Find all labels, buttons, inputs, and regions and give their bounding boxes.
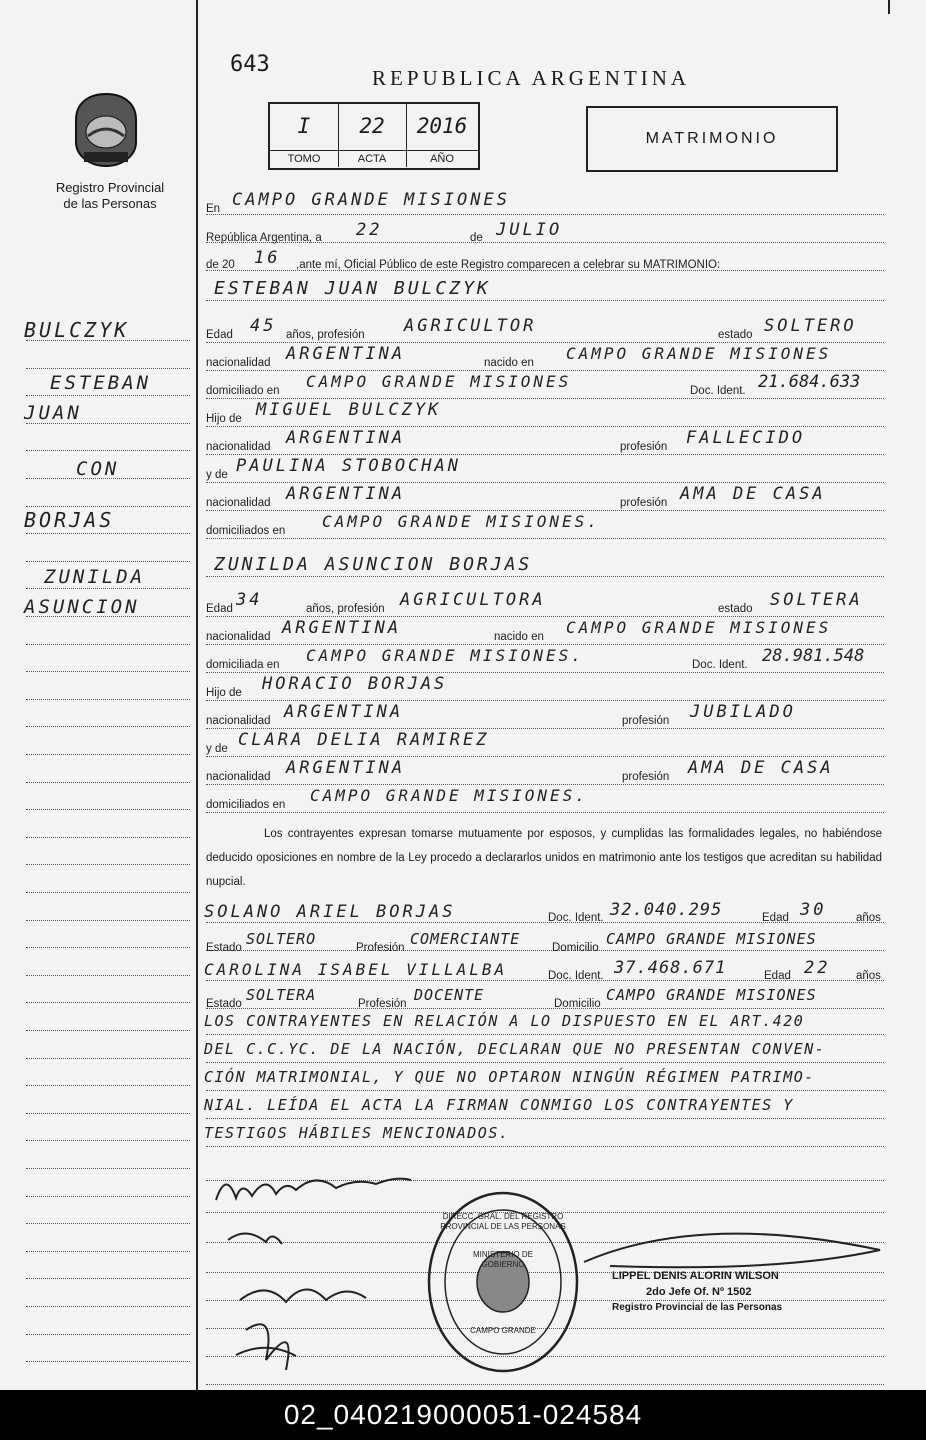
groom-address: CAMPO GRANDE MISIONES (306, 372, 572, 391)
acta-cell (338, 104, 407, 150)
margin-dotted-line (26, 754, 190, 755)
bride-address-label: domiciliada en (206, 659, 280, 671)
registry-line-1: Registro Provincial (55, 180, 165, 195)
groom-father-label: Hijo de (206, 413, 242, 425)
groom-name: ESTEBAN JUAN BULCZYK (214, 278, 491, 299)
body-dotted-line (206, 1146, 884, 1147)
bride-civil: SOLTERA (770, 590, 863, 610)
witness-2-years-label: años (856, 970, 881, 982)
ceremony-day: 22 (356, 220, 383, 240)
witness-1-address-label: Domicilio (552, 942, 599, 954)
margin-dotted-line (26, 368, 190, 369)
groom-father-nat: ARGENTINA (286, 428, 406, 448)
official-title: 2do Jefe Of. Nº 1502 (646, 1286, 752, 1298)
margin-dotted-line (26, 1002, 190, 1003)
margin-dotted-line (26, 644, 190, 645)
intro-text: ,ante mí, Oficial Público de este Registro comparecen a celebrar su MATRIMONIO: (296, 259, 721, 271)
year-prefix: de 20 (206, 259, 235, 271)
bride-mother-prof: AMA DE CASA (688, 758, 834, 778)
margin-dotted-line (26, 1168, 190, 1169)
margin-dotted-line (26, 699, 190, 700)
groom-age-label: Edad (206, 329, 233, 341)
groom-mother-nat: ARGENTINA (286, 484, 406, 504)
body-dotted-line (206, 1090, 884, 1091)
margin-dotted-line (26, 809, 190, 810)
margin-dotted-line (26, 1334, 190, 1335)
official-name: LIPPEL DENIS ALORIN WILSON (612, 1270, 779, 1282)
body-dotted-line (206, 728, 884, 729)
bride-nat-label: nacionalidad (206, 631, 271, 643)
note-line-1: LOS CONTRAYENTES EN RELACIÓN A LO DISPUESTO EN EL ART.420 (204, 1012, 805, 1030)
top-right-rule (888, 0, 890, 14)
act-type-box: MATRIMONIO (586, 106, 838, 172)
stamp-ring-text: DIRECC. GRAL. DEL REGISTRO PROVINCIAL DE LAS PERSONAS (440, 1212, 566, 1231)
bride-doc: 28.981.548 (762, 646, 865, 666)
margin-dotted-line (26, 892, 190, 893)
groom-father-prof-label: profesión (620, 441, 668, 453)
witness-2-civil-label: Estado (206, 998, 242, 1010)
bride-prof-label: años, profesión (306, 603, 385, 615)
margin-dotted-line (26, 616, 190, 617)
margin-dotted-line (26, 340, 190, 341)
margin-rule (196, 0, 198, 1390)
bride-father-nat: ARGENTINA (284, 702, 404, 722)
de-label: de (470, 232, 483, 244)
bride-civil-label: estado (718, 603, 753, 615)
margin-dotted-line (26, 506, 190, 507)
groom-mother-label: y de (206, 469, 228, 481)
witness-1-age: 30 (800, 900, 827, 920)
tomo-cell (270, 104, 339, 150)
body-dotted-line (206, 370, 884, 371)
witness-2-age-label: Edad (764, 970, 791, 982)
groom-age: 45 (250, 316, 277, 336)
body-dotted-line (206, 1008, 884, 1009)
witness-1-age-label: Edad (762, 912, 789, 924)
margin-dotted-line (26, 533, 190, 534)
groom-nationality: ARGENTINA (286, 344, 406, 364)
bride-age: 34 (236, 590, 263, 610)
anio-label: AÑO (406, 150, 478, 167)
acta-value: 22 (359, 114, 385, 138)
margin-dotted-line (26, 1058, 190, 1059)
bride-profession: AGRICULTORA (400, 590, 546, 610)
body-dotted-line (206, 756, 884, 757)
margin-names-1b: JUAN (24, 402, 82, 424)
tomo-value: I (297, 114, 311, 138)
registry-line-2: de las Personas (63, 196, 157, 211)
margin-dotted-line (26, 1196, 190, 1197)
document-code: 02_040219000051-024584 (0, 1390, 926, 1440)
registry-name (30, 180, 190, 212)
body-dotted-line (206, 616, 884, 617)
groom-civil-label: estado (718, 329, 753, 341)
groom-mother-prof: AMA DE CASA (680, 484, 826, 504)
margin-dotted-line (26, 478, 190, 479)
margin-dotted-line (26, 837, 190, 838)
witness-2-profession: DOCENTE (414, 986, 485, 1004)
margin-dotted-line (26, 947, 190, 948)
witness-1-doc: 32.040.295 (610, 900, 723, 920)
bride-father: HORACIO BORJAS (262, 674, 448, 694)
groom-father: MIGUEL BULCZYK (256, 400, 442, 420)
body-dotted-line (206, 576, 884, 577)
margin-dotted-line (26, 782, 190, 783)
body-dotted-line (206, 426, 884, 427)
body-dotted-line (206, 1118, 884, 1119)
margin-names-1a: ESTEBAN (50, 372, 152, 394)
witness-2-prof-label: Profesión (358, 998, 407, 1010)
note-line-5: TESTIGOS HÁBILES MENCIONADOS. (204, 1124, 510, 1142)
anio-value: 2016 (416, 114, 468, 138)
province-seal-icon (72, 92, 140, 168)
margin-dotted-line (26, 423, 190, 424)
bride-father-nat-label: nacionalidad (206, 715, 271, 727)
groom-prof-label: años, profesión (286, 329, 365, 341)
body-dotted-line (206, 510, 884, 511)
witness-1-profession: COMERCIANTE (410, 930, 521, 948)
witness-1-address: CAMPO GRANDE MISIONES (606, 930, 817, 948)
republic-label: República Argentina, a (206, 232, 322, 244)
bride-father-prof-label: profesión (622, 715, 670, 727)
stamp-inner-text: MINISTERIO DE GOBIERNO (472, 1250, 533, 1269)
official-office: Registro Provincial de las Personas (612, 1302, 783, 1313)
margin-surname-2: BORJAS (24, 508, 115, 532)
margin-dotted-line (26, 1306, 190, 1307)
margin-dotted-line (26, 920, 190, 921)
margin-dotted-line (26, 975, 190, 976)
groom-doc-label: Doc. Ident. (690, 385, 746, 397)
margin-names-2a: ZUNILDA (44, 566, 146, 588)
bride-born: CAMPO GRANDE MISIONES (566, 618, 832, 637)
bride-address: CAMPO GRANDE MISIONES. (306, 646, 584, 665)
groom-mother-nat-label: nacionalidad (206, 497, 271, 509)
body-dotted-line (206, 672, 884, 673)
groom-nat-label: nacionalidad (206, 357, 271, 369)
declaration-text: Los contrayentes expresan tomarse mutuamente por esposos, y cumplidas las formalidades legales, no habiéndose deducido oposiciones en nombre de la Ley procedo a declararlos unidos en matrimonio ante los testigos que acreditan su habilidad nupcial. (206, 828, 882, 888)
margin-dotted-line (26, 561, 190, 562)
margin-dotted-line (26, 1030, 190, 1031)
body-dotted-line (206, 1384, 884, 1385)
note-line-4: NIAL. LEÍDA EL ACTA LA FIRMAN CONMIGO LOS CONTRAYENTES Y (204, 1096, 794, 1114)
body-dotted-line (206, 398, 884, 399)
stamp-bottom-text: CAMPO GRANDE (470, 1326, 536, 1335)
margin-dotted-line (26, 864, 190, 865)
groom-born-label: nacido en (484, 357, 534, 369)
body-dotted-line (206, 784, 884, 785)
body-dotted-line (206, 300, 884, 301)
body-dotted-line (206, 700, 884, 701)
margin-dotted-line (26, 1251, 190, 1252)
witness-1-civil: SOLTERO (246, 930, 317, 948)
body-dotted-line (206, 538, 884, 539)
body-dotted-line (206, 482, 884, 483)
margin-conj: CON (76, 458, 120, 480)
body-dotted-line (206, 812, 884, 813)
folio-number: 643 (230, 52, 270, 77)
note-line-3: CIÓN MATRIMONIAL, Y QUE NO OPTARON NINGÚN RÉGIMEN PATRIMO- (204, 1068, 815, 1086)
signatures-icon (206, 1160, 426, 1380)
margin-dotted-line (26, 1223, 190, 1224)
groom-parents-address: CAMPO GRANDE MISIONES. (322, 512, 600, 531)
country-title: REPUBLICA ARGENTINA (372, 66, 691, 90)
witness-1-name: SOLANO ARIEL BORJAS (204, 902, 456, 922)
groom-mother-prof-label: profesión (620, 497, 668, 509)
margin-dotted-line (26, 395, 190, 396)
bride-mother-nat: ARGENTINA (286, 758, 406, 778)
groom-father-nat-label: nacionalidad (206, 441, 271, 453)
ceremony-place: CAMPO GRANDE MISIONES (232, 190, 510, 210)
body-dotted-line (206, 644, 884, 645)
groom-parents-address-label: domiciliados en (206, 525, 286, 537)
groom-address-label: domiciliado en (206, 385, 280, 397)
witness-2-doc-label: Doc. Ident. (548, 970, 604, 982)
note-line-2: DEL C.C.YC. DE LA NACIÓN, DECLARAN QUE NO PRESENTAN CONVEN- (204, 1040, 826, 1058)
bride-father-label: Hijo de (206, 687, 242, 699)
margin-dotted-line (26, 726, 190, 727)
body-dotted-line (206, 214, 884, 215)
margin-dotted-line (26, 1278, 190, 1279)
body-dotted-line (206, 1062, 884, 1063)
bride-nationality: ARGENTINA (282, 618, 402, 638)
witness-1-doc-label: Doc. Ident. (548, 912, 604, 924)
margin-dotted-line (26, 671, 190, 672)
witness-2-civil: SOLTERA (246, 986, 317, 1004)
witness-2-name: CAROLINA ISABEL VILLALBA (204, 960, 508, 979)
bride-parents-address-label: domiciliados en (206, 799, 286, 811)
groom-father-prof: FALLECIDO (686, 428, 806, 448)
bride-mother-nat-label: nacionalidad (206, 771, 271, 783)
margin-dotted-line (26, 1140, 190, 1141)
margin-dotted-line (26, 1113, 190, 1114)
body-dotted-line (206, 454, 884, 455)
bride-name: ZUNILDA ASUNCION BORJAS (214, 554, 533, 575)
witness-2-doc: 37.468.671 (614, 958, 727, 978)
margin-names-2b: ASUNCION (24, 596, 140, 618)
witness-1-prof-label: Profesión (356, 942, 405, 954)
margin-surname-1: BULCZYK (24, 318, 130, 342)
bride-father-prof: JUBILADO (690, 702, 796, 722)
body-dotted-line (206, 342, 884, 343)
acta-label: ACTA (338, 150, 407, 167)
bride-parents-address: CAMPO GRANDE MISIONES. (310, 786, 588, 805)
en-label: En (206, 203, 221, 215)
groom-mother: PAULINA STOBOCHAN (236, 456, 461, 476)
groom-profession: AGRICULTOR (404, 316, 537, 336)
body-dotted-line (206, 950, 884, 951)
bride-born-label: nacido en (494, 631, 544, 643)
witness-1-civil-label: Estado (206, 942, 242, 954)
margin-dotted-line (26, 1361, 190, 1362)
year-suffix: 16 (254, 248, 281, 268)
anio-cell (406, 104, 478, 150)
bride-mother-prof-label: profesión (622, 771, 670, 783)
margin-dotted-line (26, 1085, 190, 1086)
witness-1-years-label: años (856, 912, 881, 924)
bride-mother: CLARA DELIA RAMIREZ (238, 730, 490, 750)
groom-doc: 21.684.633 (758, 372, 861, 392)
margin-dotted-line (26, 450, 190, 451)
bride-doc-label: Doc. Ident. (692, 659, 748, 671)
witness-2-age: 22 (804, 958, 831, 978)
bride-age-label: Edad (206, 603, 233, 615)
groom-born: CAMPO GRANDE MISIONES (566, 344, 832, 363)
witness-2-address-label: Domicilio (554, 998, 601, 1010)
groom-civil: SOLTERO (764, 316, 857, 336)
tomo-label: TOMO (270, 150, 339, 167)
official-signature-block (612, 1268, 812, 1316)
ceremony-month: JULIO (496, 220, 563, 240)
margin-dotted-line (26, 588, 190, 589)
tomo-acta-anio-box (268, 102, 480, 170)
witness-2-address: CAMPO GRANDE MISIONES (606, 986, 817, 1004)
body-dotted-line (206, 1034, 884, 1035)
bride-mother-label: y de (206, 743, 228, 755)
